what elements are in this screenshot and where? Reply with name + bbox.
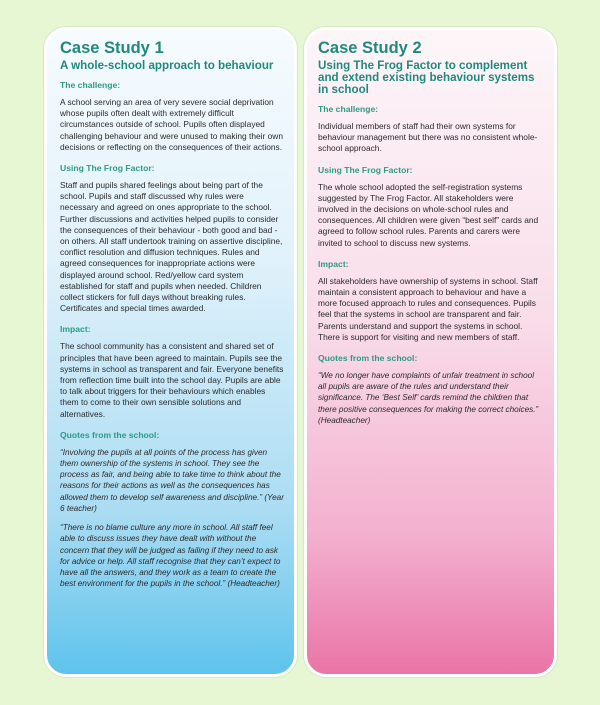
case-study-2-quotes-heading: Quotes from the school: <box>318 353 418 364</box>
case-study-2-using-heading: Using The Frog Factor: <box>318 164 413 175</box>
case-study-1-quote-headteacher: “There is no blame culture any more in school. All staff feel able to discuss issues they have dealt with without the concern that they will be judged as failing if they need to ask for advice or help. All staff recognise that they can’t expect to have all the answers, and they work as a team to create the best environment for the pupils in the school.” (Headteacher) <box>60 523 281 589</box>
case-study-2-impact-heading: Impact: <box>318 258 349 269</box>
case-study-2-using-text: The whole school adopted the self-registration systems suggested by The Frog Factor. All stakeholders were involved in the decisions on whole-school rules and consequences. All children were given “best self” cards and agreed to follow school rules. Parents and carers were invited to school to discuss new systems. <box>318 181 539 248</box>
case-study-1-title: Case Study 1 <box>60 39 164 57</box>
case-study-1-quote-teacher: “Involving the pupils at all points of the process has given them ownership of the systems in school. They see the process as fair, and being able to take time to think about the reasons for their actions as well as the consequences has allowed them to develop self awareness and discipline.” (Year 6 teacher) <box>60 447 284 513</box>
case-study-1-using-heading: Using The Frog Factor: <box>60 163 155 174</box>
case-study-2-quote-headteacher: “We no longer have complaints of unfair treatment in school all pupils are aware of the rules and understand their significance. The ‘Best Self’ cards remind the children that there positive consequences for making the correct choices.” (Headteacher) <box>318 371 539 425</box>
case-study-1-card <box>44 27 297 677</box>
case-study-2-challenge-text: Individual members of staff had their own systems for behaviour management but there was no consistent whole-school approach. <box>318 121 538 154</box>
case-study-2-challenge-heading: The challenge: <box>318 104 379 114</box>
case-study-1-impact-text: The school community has a consistent and shared set of principles that have been agreed to maintain. Pupils see the systems in school as transparent and fair. Everyone benefits from reflection time built into the school day. Pupils are able to talk about triggers for their behaviours which enables them to come to their own sensible solutions and alternatives. <box>60 341 284 419</box>
case-study-1-impact-heading: Impact: <box>60 324 91 335</box>
case-study-1-using-text: Staff and pupils shared feelings about being part of the school. Pupils and staff discussed why rules were necessary and agreed on ones appropriate to the school. Further discussions and activities helped pupils to consider the consequences of their behaviour - both good and bad - on others. All staff undertook training on assertive discipline, conflict resolution and diffusion techniques. Rules and agreed consequences for inappropriate actions were displayed around school. Red/yellow card system established for staff and pupils when needed. Children collect stickers for full days without breaking rules. Certificates and special times awarded. <box>60 180 283 314</box>
case-study-1-challenge-heading: The challenge: <box>60 80 121 90</box>
case-study-1-quotes-heading: Quotes from the school: <box>60 429 160 440</box>
case-study-2-subtitle: Using The Frog Factor to complement and extend existing behaviour systems in school <box>318 59 535 96</box>
case-study-1-subtitle: A whole-school approach to behaviour <box>60 59 274 72</box>
case-study-2-title: Case Study 2 <box>318 39 422 57</box>
case-study-2-card <box>304 27 557 677</box>
case-study-1-challenge-text: A school serving an area of very severe social deprivation whose pupils often dealt with extremely difficult circumstances outside of school. Pupils often displayed challenging behaviour and were unused to making their own decisions or reflecting on the consequences of their actions. <box>60 97 284 152</box>
case-study-2-impact-text: All stakeholders have ownership of systems in school. Staff maintain a consistent approach to behaviour and have a more focused approach to rules and consequences. Pupils feel that the systems in school are transparent and fair. Parents understand and support the systems in school. There is support for visiting and new members of staff. <box>318 275 538 342</box>
